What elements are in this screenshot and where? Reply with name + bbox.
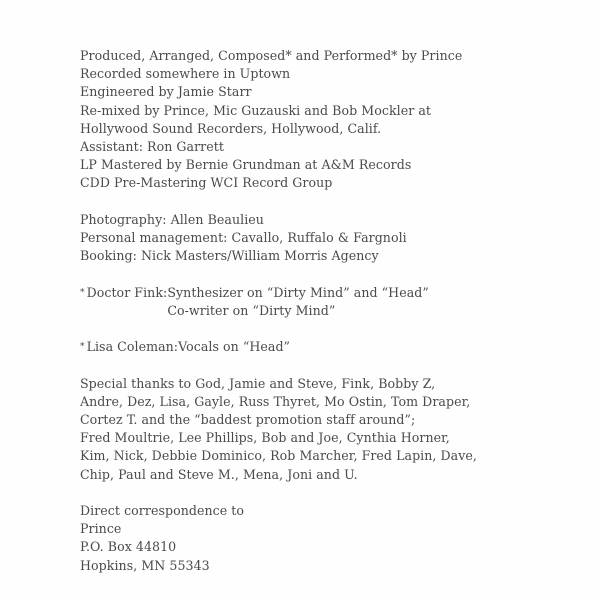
production-line: Re-mixed by Prince, Mic Guzauski and Bob Mockler at bbox=[80, 102, 432, 118]
footnote-name: Doctor Fink: bbox=[86, 284, 168, 300]
address-line: P.O. Box 44810 bbox=[80, 539, 177, 555]
thanks-line: Cortez T. and the “baddest promotion staff around”; bbox=[80, 412, 416, 427]
spacer bbox=[80, 320, 590, 338]
spacer bbox=[80, 193, 590, 211]
footnote-body bbox=[167, 284, 429, 320]
production-line: Engineered by Jamie Starr bbox=[80, 84, 252, 100]
footnote-line: Co-writer on “Dirty Mind” bbox=[167, 302, 336, 318]
staff-line: Photography: Allen Beaulieu bbox=[80, 211, 264, 227]
footnote-fink bbox=[80, 284, 590, 320]
production-line: Hollywood Sound Recorders, Hollywood, Calif. bbox=[80, 120, 382, 136]
production-line: Produced, Arranged, Composed* and Performed* by Prince bbox=[80, 48, 463, 63]
production-line: CDD Pre-Mastering WCI Record Group bbox=[80, 175, 333, 191]
spacer bbox=[80, 265, 590, 283]
asterisk-mark: * bbox=[80, 342, 85, 353]
asterisk-mark: * bbox=[80, 287, 85, 298]
correspondence-address bbox=[80, 502, 590, 575]
spacer bbox=[80, 356, 590, 374]
spacer bbox=[80, 484, 590, 502]
thanks-line: Fred Moultrie, Lee Phillips, Bob and Joe, Cynthia Horner, bbox=[80, 430, 450, 446]
thanks-line: Kim, Nick, Debbie Dominico, Rob Marcher, Fred Lapin, Dave, bbox=[80, 448, 477, 464]
special-thanks bbox=[80, 375, 590, 484]
footnote-label bbox=[80, 338, 178, 356]
thanks-line: Special thanks to God, Jamie and Steve, Fink, Bobby Z, bbox=[80, 375, 436, 391]
staff-line: Booking: Nick Masters/William Morris Agency bbox=[80, 248, 379, 264]
thanks-line: Chip, Paul and Steve M., Mena, Joni and U. bbox=[80, 466, 358, 482]
footnote-line: Synthesizer on “Dirty Mind” and “Head” bbox=[167, 284, 429, 300]
footnote-name: Lisa Coleman: bbox=[86, 339, 179, 355]
credits-text bbox=[80, 47, 590, 575]
address-line: Prince bbox=[80, 521, 122, 537]
footnote-label bbox=[80, 284, 167, 320]
staff-line: Personal management: Cavallo, Ruffalo & Fargnoli bbox=[80, 230, 407, 246]
footnote-line: Vocals on “Head” bbox=[178, 339, 291, 355]
footnote-lisa bbox=[80, 338, 590, 356]
address-line: Hopkins, MN 55343 bbox=[80, 557, 210, 573]
production-line: LP Mastered by Bernie Grundman at A&M Records bbox=[80, 157, 412, 173]
production-line: Assistant: Ron Garrett bbox=[80, 139, 224, 155]
production-credits bbox=[80, 47, 590, 193]
production-line: Recorded somewhere in Uptown bbox=[80, 66, 291, 82]
thanks-line: Andre, Dez, Lisa, Gayle, Russ Thyret, Mo Ostin, Tom Draper, bbox=[80, 393, 471, 409]
address-line: Direct correspondence to bbox=[80, 503, 245, 518]
staff-credits bbox=[80, 211, 590, 266]
